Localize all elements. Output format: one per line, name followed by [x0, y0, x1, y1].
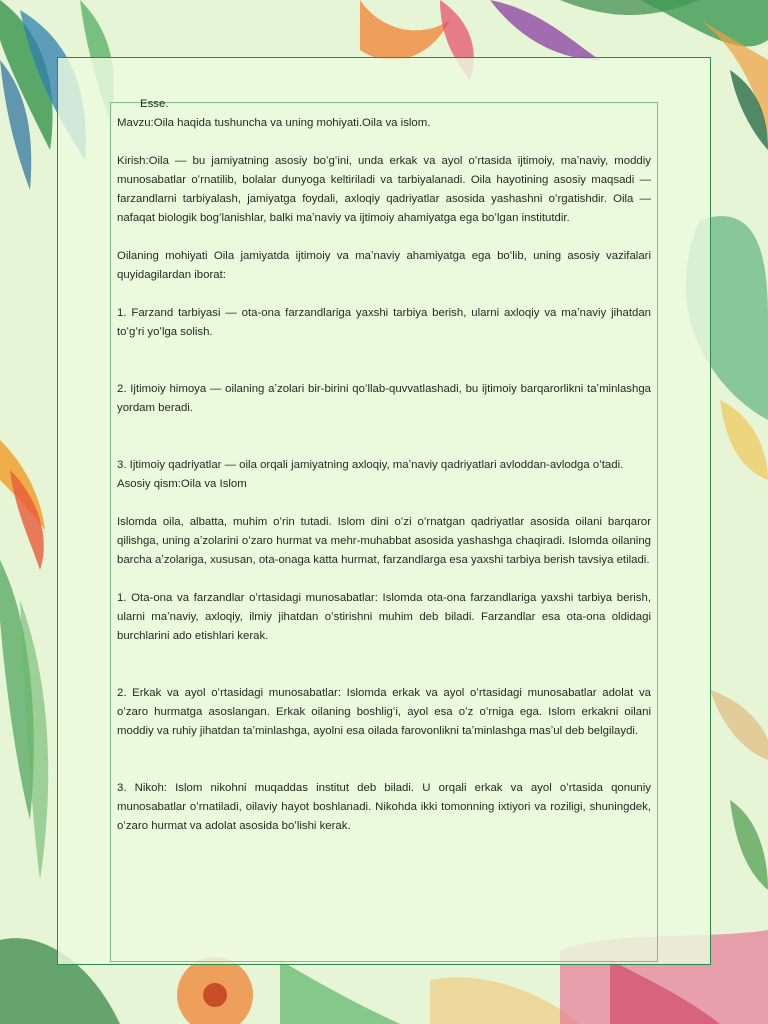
intro-paragraph: Kirish:Oila — bu jamiyatning asosiy boʻgʻini, unda erkak va ayol oʻrtasida ijtimoiy, maʼnaviy, moddiy munosabatlar oʻrnatilib, bolalar dunyoga keltiriladi va tarbiyalanadi. Oila hayotining asosiy maqsadi — farzandlarni tarbiyalash, jamiyatga foydali, axloqiy qadriyatlar asosida yashashni oʻrgatishdir. Oila — nafaqat biologik bogʻlanishlar, balki maʼnaviy va ijtimoiy ahamiyatga ega boʻlgan institutdir.: [117, 155, 651, 224]
essay-heading: Esse.: [140, 98, 169, 110]
point-1: 1. Farzand tarbiyasi — ota-ona farzandlariga yaxshi tarbiya berish, ularni axloqiy va maʼnaviy jihatdan toʻgʻri yoʻlga solish.: [117, 307, 651, 338]
bird-of-paradise-left: [0, 440, 45, 570]
islam-point-3: 3. Nikoh: Islom nikohni muqaddas institut deb biladi. U orqali erkak va ayol oʻrtasida qonuniy munosabatlar oʻrnatiladi, oilaviy hayot boshlanadi. Nikohda ikki tomonning ixtiyori va roziligi, shuningdek, oʻzaro hurmat va adolat asosida boʻlishi kerak.: [117, 782, 651, 832]
islam-point-2: 2. Erkak va ayol oʻrtasidagi munosabatlar: Islomda erkak va ayol oʻrtasidagi munosabatlar adolat va oʻzaro hurmatga asoslangan. Erkak oilaning boshligʻi, ayol esa oʻz oʻrniga ega. Islom erkakni oilani moddiy va ruhiy jihatdan taʼminlashga, ayolni esa oilada farovonlikni taʼminlashga masʼul deb belgilaydi.: [117, 687, 651, 737]
main-section-heading: Asosiy qism:Oila va Islom: [117, 478, 247, 490]
islam-point-1: 1. Ota-ona va farzandlar oʻrtasidagi munosabatlar: Islomda ota-ona farzandlariga yaxshi tarbiya berish, ularni maʼnaviy, axloqiy, ilmiy jihatdan oʻstirishni muhim deb biladi. Farzandlar esa ota-ona oldidagi burchlarini ado etishlari kerak.: [117, 592, 651, 642]
essay-topic: Mavzu:Oila haqida tushuncha va uning mohiyati.Oila va islom.: [117, 117, 431, 129]
essence-paragraph: Oilaning mohiyati Oila jamiyatda ijtimoiy va maʼnaviy ahamiyatga ega boʻlib, uning asosiy vazifalari quyidagilardan iborat:: [117, 250, 651, 281]
point-2: 2. Ijtimoiy himoya — oilaning aʼzolari bir-birini qoʻllab-quvvatlashadi, bu ijtimoiy barqarorlikni taʼminlashga yordam beradi.: [117, 383, 651, 414]
islam-paragraph: Islomda oila, albatta, muhim oʻrin tutadi. Islom dini oʻzi oʻrnatgan qadriyatlar asosida oilani barqaror qilishga, uning aʼzolarini oʻzaro hurmat va mehr-muhabbat asosida yashashga chaqiradi. Islomda oilaning barcha aʼzolariga, xususan, ota-onaga katta hurmat, farzandlarga esa yaxshi tarbiya berish tavsiya etiladi.: [117, 516, 651, 566]
essay-body: [117, 95, 651, 836]
point-3: 3. Ijtimoiy qadriyatlar — oila orqali jamiyatning axloqiy, maʼnaviy qadriyatlari avloddan-avlodga oʻtadi.: [117, 459, 624, 471]
fern-left: [0, 560, 48, 880]
flowers-right-lower: [710, 690, 768, 890]
